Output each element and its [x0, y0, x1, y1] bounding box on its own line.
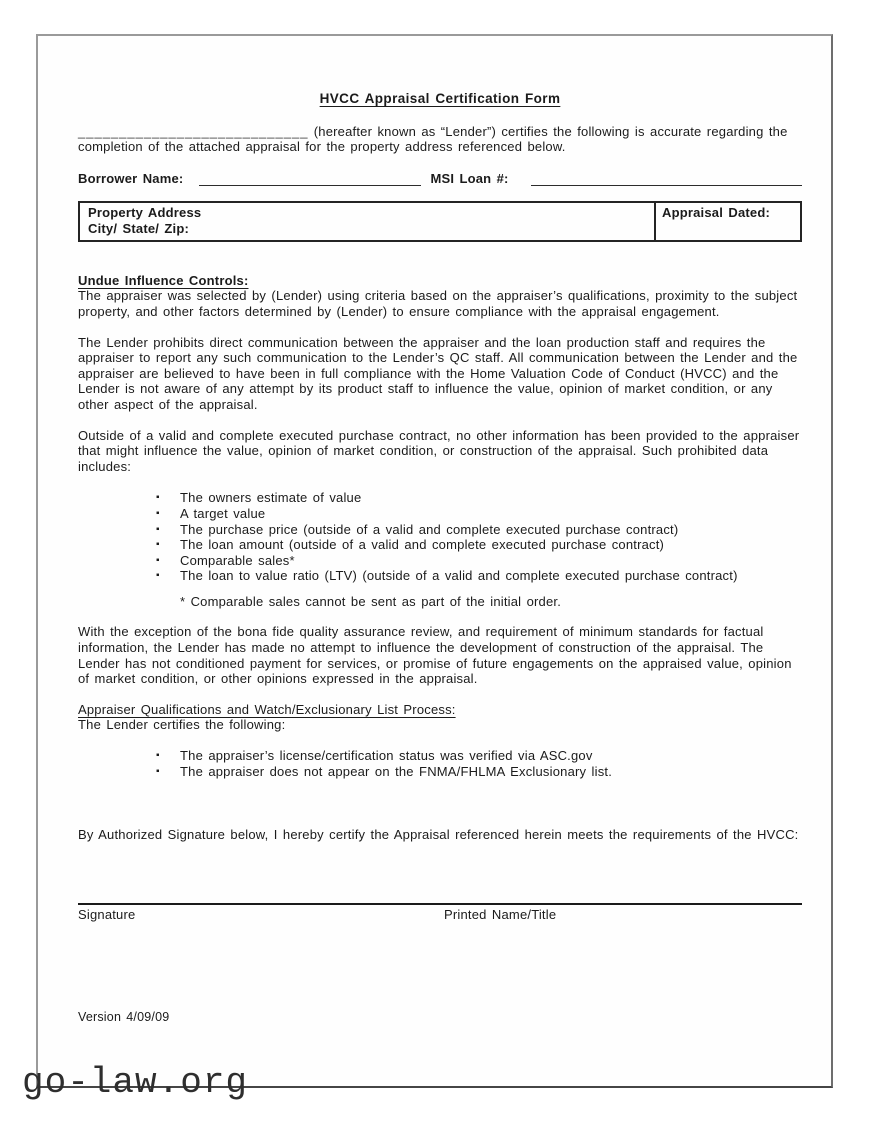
property-address-label: Property Address	[88, 205, 202, 221]
property-address-box	[78, 201, 802, 241]
prohibited-data-list	[78, 490, 802, 584]
lender-certifies-lead: The Lender certifies the following:	[78, 717, 286, 733]
undue-influence-heading: Undue Influence Controls:	[78, 272, 249, 288]
undue-paragraph-3: Outside of a valid and complete executed purchase contract, no other information has been provided to the appraiser that might influence the value, opinion of market condition, or construction of the appraisal. Such prohibited data includes:	[78, 427, 800, 474]
signature-label: Signature	[78, 906, 136, 922]
list-item: ▪ The loan to value ratio (LTV) (outside of a valid and complete executed purchase contract)	[78, 568, 802, 584]
intro-paragraph	[78, 124, 802, 155]
msi-loan-input[interactable]	[531, 171, 802, 186]
intro-text: (hereafter known as “Lender”) certifies the following is accurate regarding the completion of the attached appraisal for the property address referenced below.	[78, 123, 788, 155]
appraiser-qualifications-heading: Appraiser Qualifications and Watch/Exclusionary List Process:	[78, 701, 456, 717]
signature-labels-row	[78, 905, 802, 923]
undue-paragraph-2: The Lender prohibits direct communication between the appraiser and the loan production staff and requires the appraiser to report any such communication to the Lender’s QC staff. All communication between the Lender and the appraiser are believed to have been in full compliance with the Home Valuation Code of Conduct (HVCC) and the Lender is not aware of any attempt by its product staff to influence the value, opinion of market condition, or any other aspect of the appraisal.	[78, 334, 798, 412]
list-item: ▪ The loan amount (outside of a valid and complete executed purchase contract)	[78, 537, 802, 553]
undue-paragraph-1: The appraiser was selected by (Lender) using criteria based on the appraiser’s qualifications, proximity to the subject property, and other factors determined by (Lender) to ensure compliance with the appraisal engagement.	[78, 288, 798, 319]
lender-name-blank[interactable]: ____________________________	[78, 123, 309, 139]
borrower-name-label: Borrower Name:	[78, 170, 184, 186]
comparable-sales-footnote: * Comparable sales cannot be sent as part of the initial order.	[180, 593, 562, 609]
list-item: ▪ The purchase price (outside of a valid and complete executed purchase contract)	[78, 522, 802, 538]
city-state-zip-label: City/ State/ Zip:	[88, 220, 190, 236]
printed-name-title-label: Printed Name/Title	[444, 906, 557, 922]
signature-block[interactable]	[78, 903, 802, 923]
appraisal-dated-cell[interactable]	[654, 203, 800, 239]
title-row	[78, 91, 802, 107]
qualifications-list	[78, 748, 802, 779]
appraisal-dated-label: Appraisal Dated:	[662, 205, 771, 221]
document-page	[36, 34, 833, 1088]
page-title: HVCC Appraisal Certification Form	[319, 91, 561, 106]
list-item: ▪ The owners estimate of value	[78, 490, 802, 506]
list-item: ▪ The appraiser’s license/certification status was verified via ASC.gov	[78, 748, 802, 764]
msi-loan-label: MSI Loan #:	[430, 170, 509, 186]
list-item: ▪ The appraiser does not appear on the FNMA/FHLMA Exclusionary list.	[78, 764, 802, 780]
go-law-watermark: go-law.org	[22, 1062, 249, 1103]
certification-paragraph: By Authorized Signature below, I hereby certify the Appraisal referenced herein meets the requirements of the HVCC:	[78, 827, 799, 843]
version-text: Version 4/09/09	[78, 1010, 170, 1025]
list-item: ▪ Comparable sales*	[78, 553, 802, 569]
list-item: ▪ A target value	[78, 506, 802, 522]
exception-paragraph: With the exception of the bona fide quality assurance review, and requirement of minimum standards for factual information, the Lender has made no attempt to influence the development of construction of the appraisal. The Lender has not conditioned payment for services, or promise of future engagements on the appraised value, opinion of market condition, or other opinions expressed in the appraisal.	[78, 624, 792, 687]
page-content	[78, 36, 802, 1026]
property-address-cell[interactable]	[80, 203, 654, 239]
borrower-name-input[interactable]	[199, 171, 421, 186]
borrower-loan-row	[78, 171, 802, 187]
